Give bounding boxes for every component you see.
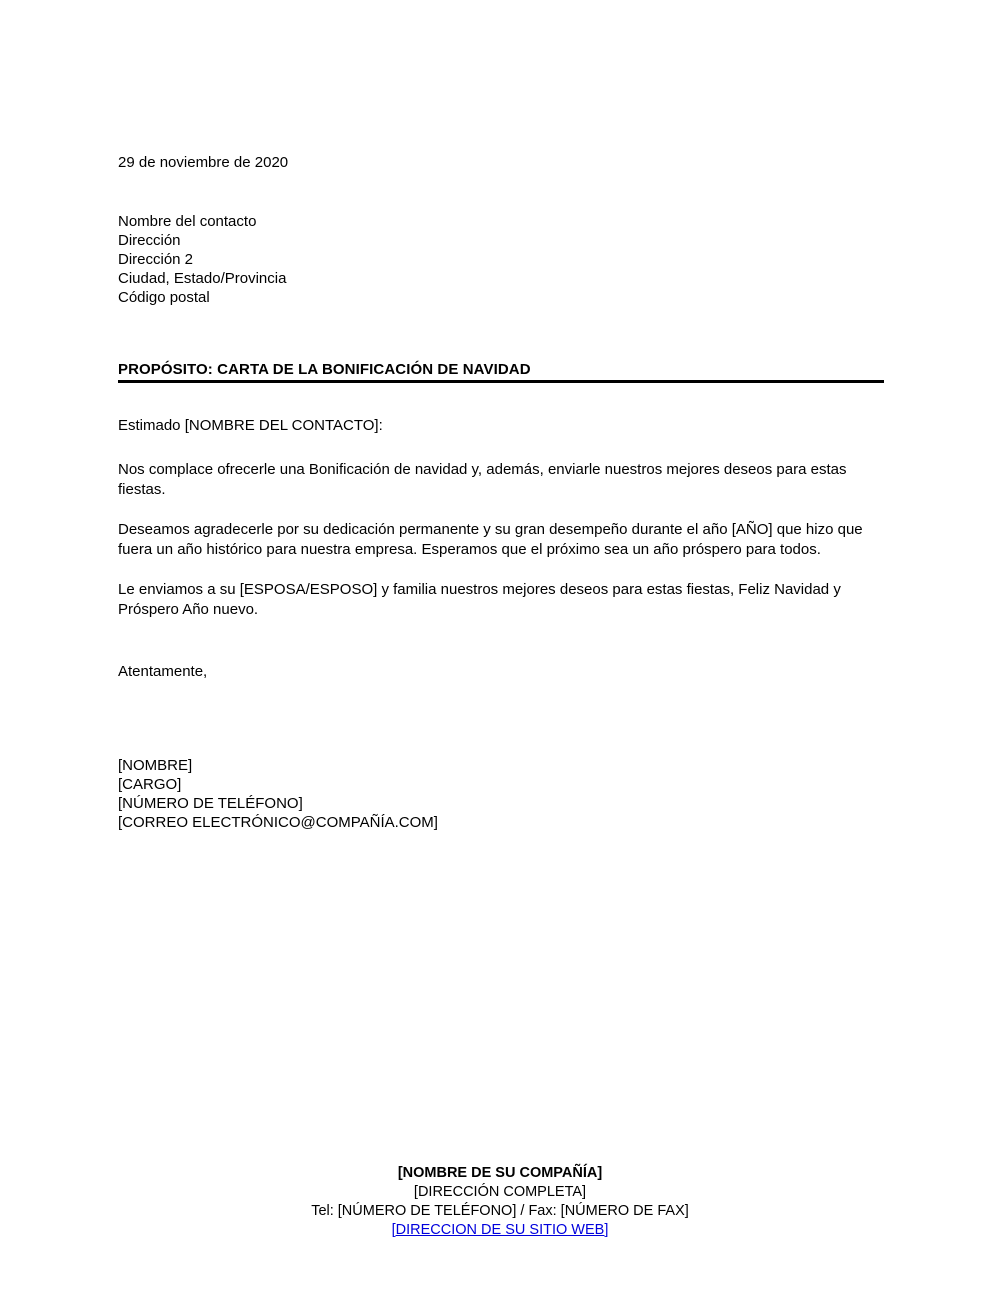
recipient-postal-code: Código postal (118, 289, 210, 306)
page-footer (0, 1164, 1000, 1240)
footer-company-name: [NOMBRE DE SU COMPAÑÍA] (397, 1165, 603, 1181)
body-paragraph-2: Deseamos agradecerle por su dedicación permanente y su gran desempeño durante el año [AÑO] que hizo que fuera un año histórico para nuestra empresa. Esperamos que el próximo sea un año próspero para todos. (118, 521, 863, 558)
recipient-city-state: Ciudad, Estado/Provincia (118, 270, 287, 287)
footer-website-link[interactable]: [DIRECCION DE SU SITIO WEB] (391, 1222, 609, 1238)
letter-body (118, 460, 884, 620)
signature-email: [CORREO ELECTRÓNICO@COMPAÑÍA.COM] (118, 814, 438, 831)
signature-block (118, 756, 438, 832)
subject-heading: PROPÓSITO: CARTA DE LA BONIFICACIÓN DE NAVIDAD (118, 361, 531, 378)
footer-address: [DIRECCIÓN COMPLETA] (413, 1184, 587, 1200)
recipient-address-block (118, 212, 286, 307)
signature-name: [NOMBRE] (118, 757, 193, 774)
body-paragraph-3: Le enviamos a su [ESPOSA/ESPOSO] y familia nuestros mejores deseos para estas fiestas, Feliz Navidad y Próspero Año nuevo. (118, 581, 841, 618)
signature-phone: [NÚMERO DE TELÉFONO] (118, 795, 303, 812)
footer-phone-fax: Tel: [NÚMERO DE TELÉFONO] / Fax: [NÚMERO DE FAX] (311, 1203, 689, 1219)
footer-website-line (0, 1221, 1000, 1240)
recipient-address-2: Dirección 2 (118, 251, 194, 268)
body-paragraph-1: Nos complace ofrecerle una Bonificación de navidad y, además, enviarle nuestros mejores deseos para estas fiestas. (118, 461, 847, 498)
salutation: Estimado [NOMBRE DEL CONTACTO]: (118, 417, 383, 434)
signature-title: [CARGO] (118, 776, 182, 793)
letter-date: 29 de noviembre de 2020 (118, 154, 289, 171)
recipient-address-1: Dirección (118, 232, 181, 249)
recipient-name: Nombre del contacto (118, 213, 257, 230)
closing-salutation: Atentamente, (118, 663, 208, 680)
subject-divider-rule (118, 380, 884, 383)
